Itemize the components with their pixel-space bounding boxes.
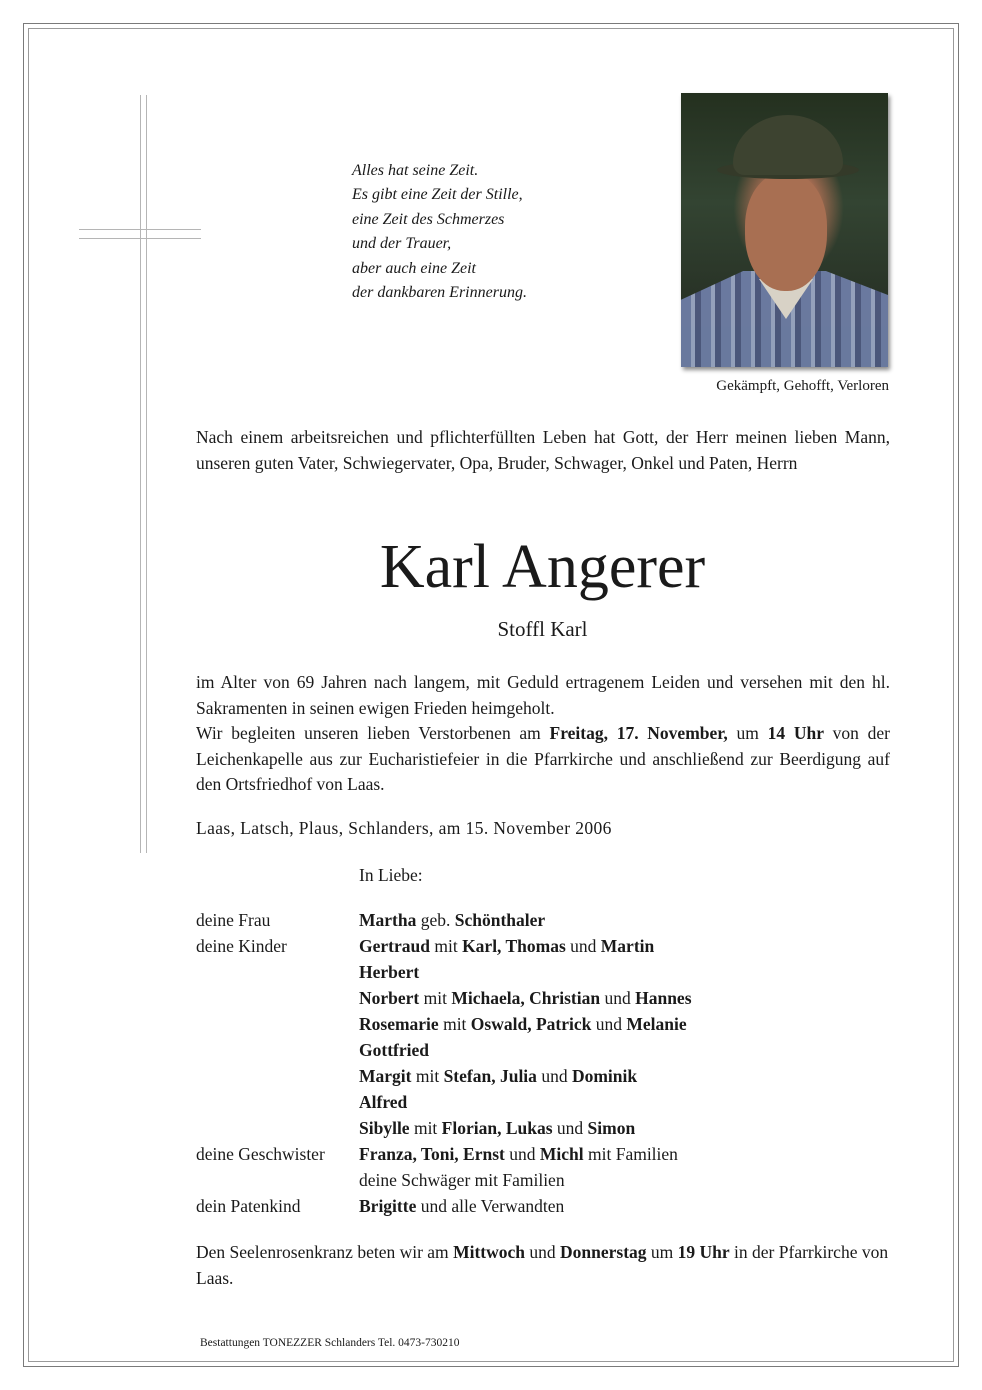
photo-caption: Gekämpft, Gehofft, Verloren [716, 378, 889, 394]
funeral-home-footer: Bestattungen TONEZZER Schlanders Tel. 0473-730210 [200, 1337, 460, 1349]
funeral-time: 14 Uhr [767, 723, 824, 743]
in-liebe-label: In Liebe: [359, 865, 423, 885]
poem: Alles hat seine Zeit. Es gibt eine Zeit der Stille, eine Zeit des Schmerzes und der Trauer, aber auch eine Zeit der dankbaren Erinnerung. [352, 162, 527, 302]
intro-text: Nach einem arbeitsreichen und pflichterfüllten Leben hat Gott, der Herr meinen lieben Mann, unseren guten Vater, Schwiegervater, Opa, Bruder, Schwager, Onkel und Paten, Herrn [196, 427, 890, 473]
deceased-name: Karl Angerer [379, 533, 706, 601]
funeral-date: Freitag, 17. November, [549, 723, 728, 743]
death-notice-body: im Alter von 69 Jahren nach langem, mit Geduld ertragenem Leiden und versehen mit den hl. Sakramenten in seinen ewigen Frieden heimgeholt. Wir begleiten unseren lieben Verstorbenen am Freitag, 17. November, um 14 Uhr von der Leichenkapelle aus zur Eucharistiefeier in die Pfarrkirche und anschließend zur Beerdigung auf den Ortsfriedhof von Laas. [196, 672, 890, 794]
rosary-notice: Den Seelenrosenkranz beten wir am Mittwoch und Donnerstag um 19 Uhr in der Pfarrkirche von Laas. [196, 1242, 889, 1288]
portrait-photo [681, 93, 888, 367]
place-date: Laas, Latsch, Plaus, Schlanders, am 15. November 2006 [196, 818, 612, 838]
nickname: Stoffl Karl [497, 617, 588, 641]
